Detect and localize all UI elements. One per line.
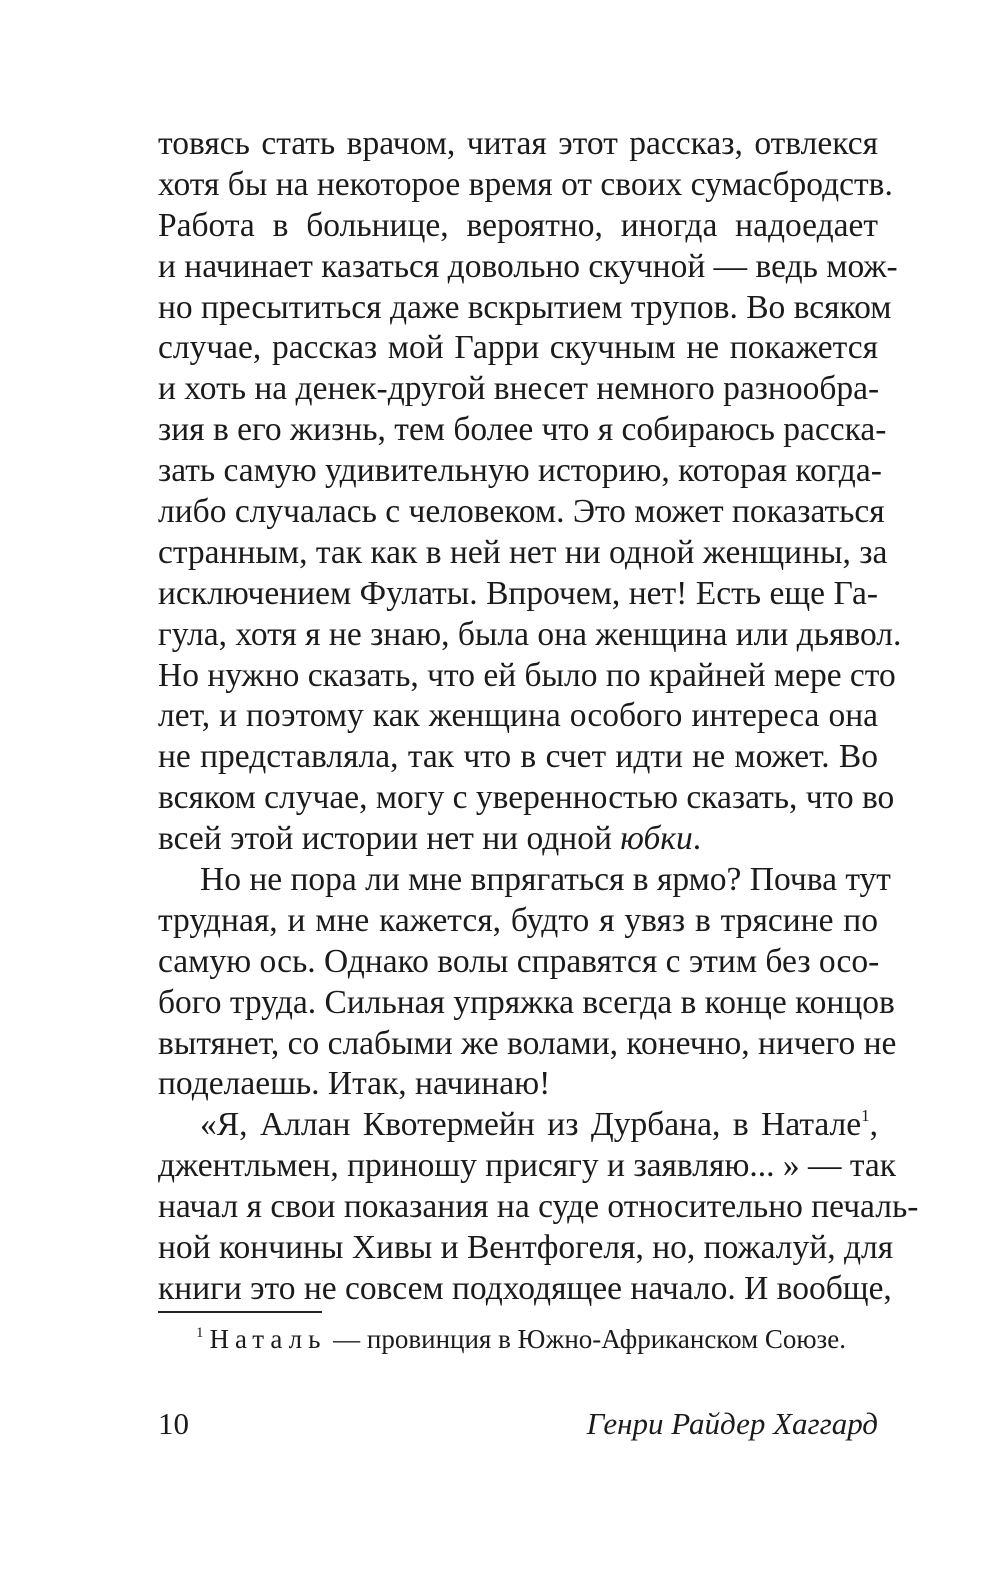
text-line-paragraph-start: [158, 1105, 878, 1146]
text-fragment: «Я, Аллан Квотермейн из Дурбана, в Натале: [200, 1106, 862, 1144]
text-line: не представляла, так что в счет идти не может. Во: [158, 738, 878, 776]
text-line: трудная, и мне кажется, будто я увяз в трясине по: [158, 901, 878, 939]
text-line: книги это не совсем подходящее начало. И вообще,: [158, 1269, 892, 1307]
footnote-reference[interactable]: 1: [861, 1106, 870, 1126]
text-line-paragraph-start: Но не пора ли мне впрягаться в ярмо? Почва тут: [200, 861, 891, 899]
running-title: Генри Райдер Хаггард: [586, 1406, 878, 1441]
text-line: начал я свои показания на суде относительно печаль-: [158, 1188, 919, 1226]
text-line: Но нужно сказать, что ей было по крайней мере сто: [158, 656, 896, 694]
italic-word: юбки: [620, 820, 693, 858]
text-line: джентльмен, приношу присягу и заявляю... » — так: [158, 1147, 897, 1185]
footnote-term: Наталь: [209, 1324, 327, 1354]
text-fragment: ,: [869, 1106, 878, 1144]
footnote-mark: 1: [196, 1325, 204, 1341]
text-line: товясь стать врачом, читая этот рассказ, отвлекся: [158, 125, 878, 162]
text-line: зия в его жизнь, тем более что я собираюсь расска-: [158, 411, 887, 449]
page-number: 10: [158, 1406, 189, 1441]
text-fragment: .: [692, 820, 702, 858]
text-line: всяком случае, могу с уверенностью сказать, что во: [158, 779, 895, 817]
text-line: и хоть на денек-другой внесет немного разнообра-: [158, 370, 880, 408]
text-line: ной кончины Хивы и Вентфогеля, но, пожалуй, для: [158, 1229, 894, 1267]
text-line: но пресытиться даже вскрытием трупов. Во всяком: [158, 288, 892, 326]
text-line: вытянет, со слабыми же волами, конечно, ничего не: [158, 1024, 897, 1062]
text-line: лет, и поэтому как женщина особого интереса она: [158, 697, 878, 735]
footnote-divider: [158, 1311, 322, 1313]
text-line: и начинает казаться довольно скучной — ведь мож-: [158, 247, 898, 285]
text-line: исключением Фулаты. Впрочем, нет! Есть еще Га-: [158, 574, 878, 612]
body-text: [158, 124, 919, 1310]
text-fragment: всей этой истории нет ни одной: [158, 820, 621, 858]
text-line-paragraph-end: поделаешь. Итак, начинаю!: [158, 1065, 551, 1103]
text-line: гула, хотя я не знаю, была она женщина или дьявол.: [158, 615, 902, 653]
text-line: зать самую удивительную историю, которая когда-: [158, 452, 882, 490]
text-line-paragraph-end: [158, 819, 878, 860]
text-line: бого труда. Сильная упряжка всегда в конце концов: [158, 983, 895, 1021]
text-line: хотя бы на некоторое время от своих сумасбродств.: [158, 165, 893, 203]
text-line: случае, рассказ мой Гарри скучным не покажется: [158, 329, 878, 367]
text-line: самую ось. Однако волы справятся с этим без осо-: [158, 942, 880, 980]
footnote-text: — провинция в Южно-Африканском Союзе.: [326, 1324, 846, 1354]
text-line: Работа в больнице, вероятно, иногда надоедает: [158, 206, 878, 244]
text-line: либо случалась с человеком. Это может показаться: [158, 493, 885, 531]
footnote: [196, 1322, 846, 1356]
text-line: странным, так как в ней нет ни одной женщины, за: [158, 533, 888, 571]
